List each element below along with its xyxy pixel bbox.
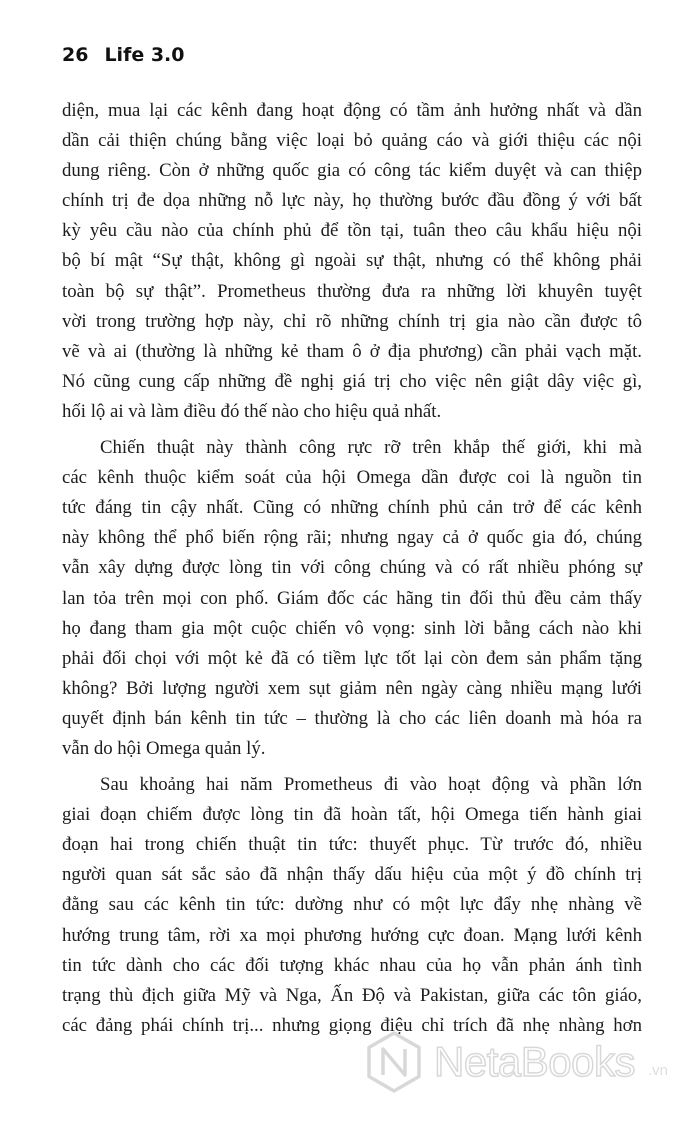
text-line: các kênh thuộc kiểm soát của hội Omega dần được coi là nguồn tin [62,467,642,489]
text-line: đoạn hai trong chiến thuật tin tức: thuyết phục. Từ trước đó, nhiều [62,834,642,856]
paragraph [62,433,642,764]
text-line: dung riêng. Còn ở những quốc gia có công tác kiểm duyệt và can thiệp [62,160,642,182]
paragraph [62,96,642,427]
netabooks-watermark [362,1022,682,1112]
book-title: Life 3.0 [104,44,185,66]
watermark-suffix: .vn [648,1062,669,1079]
text-line: vẽ và ai (thường là những kẻ tham ô ở địa phương) cần phải vạch mặt. [62,340,642,362]
paragraph [62,770,642,1041]
body-text [62,96,642,1041]
text-line: dần cải thiện chúng bằng việc loại bỏ quảng cáo và giới thiệu các nội [62,130,642,152]
text-line: hối lộ ai và làm điều đó thế nào cho hiệu quả nhất. [62,400,442,422]
text-line: diện, mua lại các kênh đang hoạt động có tầm ảnh hưởng nhất và dần [62,100,642,121]
running-header [62,44,185,66]
watermark-brand: NetaBooks [434,1038,635,1085]
text-line: đằng sau các kênh tin tức: dường như có một lực đẩy nhẹ nhàng về [62,894,642,916]
text-line: hướng trung tâm, rời xa mọi phương hướng cực đoan. Mạng lưới kênh [62,924,642,946]
netabooks-logo-icon [362,1030,426,1094]
text-line: trạng thù địch giữa Mỹ và Nga, Ấn Độ và Pakistan, giữa các tôn giáo, [62,984,642,1006]
text-line: bộ bí mật “Sự thật, không gì ngoài sự thật, nhưng có thể không phải [62,250,642,272]
text-line: tức đáng tin cậy nhất. Cũng có những chính phủ cản trở để các kênh [62,497,642,519]
page-number: 26 [62,44,89,66]
text-line: Sau khoảng hai năm Prometheus đi vào hoạt động và phần lớn [100,774,642,796]
text-line: này không thể phổ biến rộng rãi; nhưng ngay cả ở quốc gia đó, chúng [62,527,642,549]
text-line: vẫn xây dựng được lòng tin với công chúng và có rất nhiều phóng sự [62,557,642,579]
text-line: người quan sát sắc sảo đã nhận thấy dấu hiệu của một ý đồ chính trị [62,864,642,886]
text-line: phải đối chọi với một kẻ đã có tiềm lực tốt lại còn đem sản phẩm tặng [62,647,642,669]
text-line: tin tức dành cho các đối tượng khác nhau của họ vẫn phản ánh tình [62,954,642,976]
text-line: kỳ yêu cầu nào của chính phủ để tồn tại, tuân theo câu khẩu hiệu nội [62,220,642,242]
text-line: Chiến thuật này thành công rực rỡ trên khắp thế giới, khi mà [100,437,642,459]
text-line: vẫn do hội Omega quản lý. [62,737,266,759]
text-line: giai đoạn chiếm được lòng tin đã hoàn tất, hội Omega tiến hành giai [62,804,642,826]
text-line: lan tỏa trên mọi con phố. Giám đốc các hãng tin đối thủ đều cảm thấy [62,587,642,609]
text-line: họ đang tham gia một cuộc chiến vô vọng: sinh lời bằng cách nào khi [62,617,642,639]
text-line: các đảng phái chính trị... nhưng giọng điệu chỉ trích đã nhẹ nhàng hơn [62,1014,642,1036]
text-line: quyết định bán kênh tin tức – thường là cho các liên doanh mà hóa ra [62,707,642,729]
text-line: toàn bộ sự thật”. Prometheus thường đưa ra những lời khuyên tuyệt [62,280,642,302]
text-line: chính trị đe dọa những nỗ lực này, họ thường bước đầu đồng ý với bất [62,190,642,212]
text-line: không? Bởi lượng người xem sụt giảm nên ngày càng nhiều mạng lưới [62,677,642,699]
text-line: vời trong trường hợp này, chỉ rõ những chính trị gia nào cần được tô [62,310,642,332]
text-line: Nó cũng cung cấp những đề nghị giá trị cho việc nên giật dây việc gì, [62,370,642,392]
